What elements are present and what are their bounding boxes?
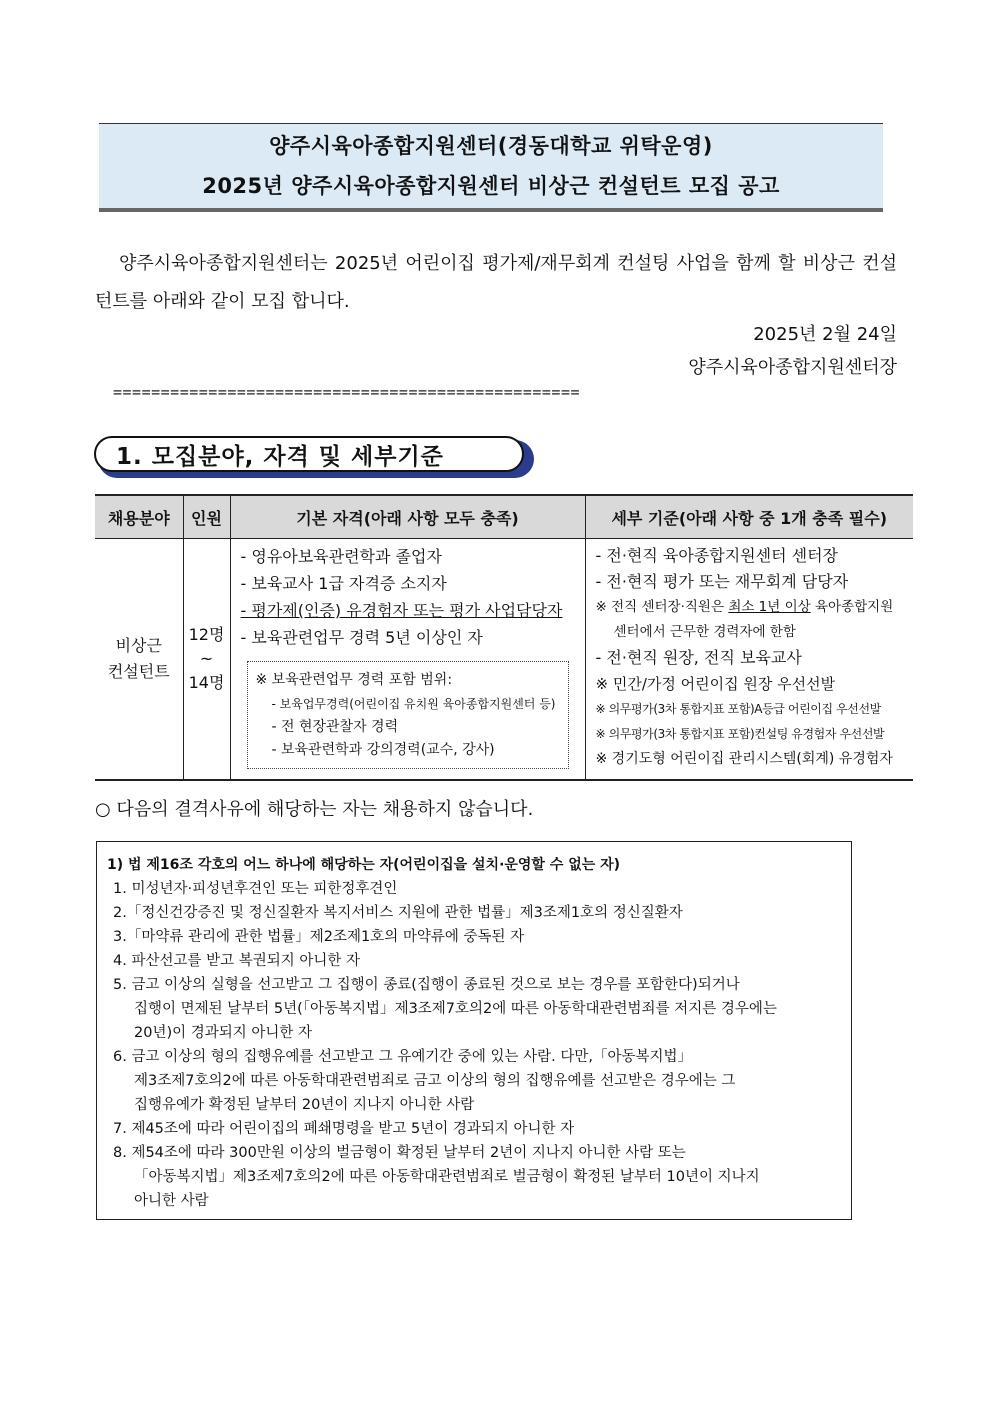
scope-item: - 전 현장관찰자 경력 bbox=[271, 719, 399, 735]
detail-note: ※ 경기도형 어린이집 관리시스템(회계) 유경험자 bbox=[595, 751, 893, 767]
list-item-cont: 집행유예가 확정된 날부터 20년이 지나지 아니한 사람 bbox=[134, 1097, 475, 1113]
count-cell bbox=[183, 539, 230, 781]
detail-item: ※ 민간/가정 어린이집 원장 우선선발 bbox=[595, 675, 836, 693]
col-header-basic: 기본 자격(아래 사항 모두 충족) bbox=[230, 495, 585, 539]
list-item: 4. 파산선고를 받고 복권되지 아니한 자 bbox=[113, 953, 360, 969]
detail-note-post: 육아종합지원 bbox=[810, 599, 894, 615]
list-item-cont: 20년)이 경과되지 아니한 자 bbox=[134, 1025, 313, 1041]
basic-item-underlined: - 평가제(인증) 유경험자 또는 평가 사업담당자 bbox=[240, 601, 563, 620]
list-item-cont: 제3조제7호의2에 따른 아동학대관련범죄로 금고 이상의 형의 집행유예를 선고받은 경우에는 그 bbox=[134, 1073, 736, 1089]
list-item: 8. 제54조에 따라 300만원 이상의 벌금형이 확정된 날부터 2년이 지나지 아니한 사람 또는 bbox=[113, 1145, 686, 1161]
detail-note-cont: 센터에서 근무한 경력자에 한함 bbox=[613, 624, 796, 640]
signer: 양주시육아종합지원센터장 bbox=[688, 357, 897, 378]
field-line-1: 비상근 bbox=[115, 636, 162, 655]
detail-item: - 전·현직 원장, 전직 보육교사 bbox=[595, 648, 802, 667]
detail-note bbox=[596, 595, 910, 620]
list-item-cont: 아니한 사람 bbox=[134, 1193, 209, 1209]
scope-title: ※ 보육관련업무 경력 포함 범위: bbox=[255, 672, 453, 688]
section-title: 1. 모집분야, 자격 및 세부기준 bbox=[116, 443, 444, 470]
table-row bbox=[95, 539, 913, 781]
basic-qualification-cell bbox=[230, 539, 585, 781]
title-banner bbox=[99, 123, 883, 212]
detail-criteria-cell bbox=[585, 539, 913, 781]
date-block bbox=[688, 318, 897, 384]
list-item-cont: 「아동복지법」제3조제7호의2에 따른 아동학대관련범죄로 벌금형이 확정된 날부터 10년이 지나지 bbox=[134, 1169, 760, 1185]
list-item: 7. 제45조에 따라 어린이집의 폐쇄명령을 받고 5년이 경과되지 아니한 자 bbox=[113, 1121, 575, 1137]
col-header-detail: 세부 기준(아래 사항 중 1개 충족 필수) bbox=[585, 495, 913, 539]
experience-scope-box bbox=[247, 661, 569, 769]
disqualification-box bbox=[96, 841, 852, 1220]
list-item: 2.「정신건강증진 및 정신질환자 복지서비스 지원에 관한 법률」제3조제1호의 정신질환자 bbox=[113, 905, 683, 921]
detail-note: ※ 의무평가(3차 통합지표 포함)A등급 어린이집 우선선발 bbox=[595, 702, 881, 716]
col-header-field: 채용분야 bbox=[95, 495, 183, 539]
col-header-count: 인원 bbox=[183, 495, 230, 539]
section-heading bbox=[94, 436, 534, 476]
basic-item: - 영유아보육관련학과 졸업자 bbox=[240, 547, 442, 566]
title-line-2: 2025년 양주시육아종합지원센터 비상근 컨설턴트 모집 공고 bbox=[202, 174, 780, 198]
disqualification-heading: 1) 법 제16조 각호의 어느 하나에 해당하는 자(어린이집을 설치·운영할 수 없는 자) bbox=[107, 857, 621, 873]
scope-item: - 보육업무경력(어린이집 유치원 육아종합지원센터 등) bbox=[271, 697, 556, 711]
field-cell bbox=[95, 539, 183, 781]
detail-note-pre: ※ 전직 센터장·직원은 bbox=[595, 599, 729, 615]
section-heading-box bbox=[94, 436, 524, 472]
list-item: 1. 미성년자·피성년후견인 또는 피한정후견인 bbox=[113, 881, 398, 897]
basic-item: - 보육교사 1급 자격증 소지자 bbox=[240, 574, 447, 593]
divider-line: ================================================= bbox=[113, 383, 581, 401]
detail-note: ※ 의무평가(3차 통합지표 포함)컨설팅 유경험자 우선선발 bbox=[595, 727, 885, 741]
scope-item: - 보육관련학과 강의경력(교수, 강사) bbox=[271, 742, 495, 758]
intro-text: 양주시육아종합지원센터는 2025년 어린이집 평가제/재무회계 컨설팅 사업을 함께 할 비상근 컨설턴트를 아래와 같이 모집 합니다. bbox=[95, 253, 897, 312]
field-line-2: 컨설턴트 bbox=[107, 662, 170, 681]
table-header-row bbox=[95, 495, 913, 539]
detail-note-underlined: 최소 1년 이상 bbox=[728, 599, 811, 615]
requirements-table bbox=[95, 494, 913, 781]
title-line-1: 양주시육아종합지원센터(경동대학교 위탁운영) bbox=[269, 134, 713, 158]
basic-item: - 보육관련업무 경력 5년 이상인 자 bbox=[240, 628, 483, 647]
list-item: 6. 금고 이상의 형의 집행유예를 선고받고 그 유예기간 중에 있는 사람. 다만,「아동복지법」 bbox=[113, 1049, 692, 1065]
disqualification-notice: ○ 다음의 결격사유에 해당하는 자는 채용하지 않습니다. bbox=[95, 799, 534, 820]
detail-item: - 전·현직 평가 또는 재무회계 담당자 bbox=[595, 572, 849, 591]
list-item: 5. 금고 이상의 실형을 선고받고 그 집행이 종료(집행이 종료된 것으로 보는 경우를 포함한다)되거나 bbox=[113, 977, 740, 993]
count-tilde: ~ bbox=[199, 649, 214, 668]
announce-date: 2025년 2월 24일 bbox=[753, 324, 897, 345]
count-max: 14명 bbox=[188, 673, 225, 692]
list-item-cont: 집행이 면제된 날부터 5년(「아동복지법」제3조제7호의2에 따른 아동학대관련범죄를 저지른 경우에는 bbox=[134, 1001, 777, 1017]
count-min: 12명 bbox=[188, 625, 225, 644]
list-item: 3.「마약류 관리에 관한 법률」제2조제1호의 마약류에 중독된 자 bbox=[113, 929, 525, 945]
intro-paragraph bbox=[95, 245, 897, 321]
detail-item: - 전·현직 육아종합지원센터 센터장 bbox=[595, 546, 839, 565]
